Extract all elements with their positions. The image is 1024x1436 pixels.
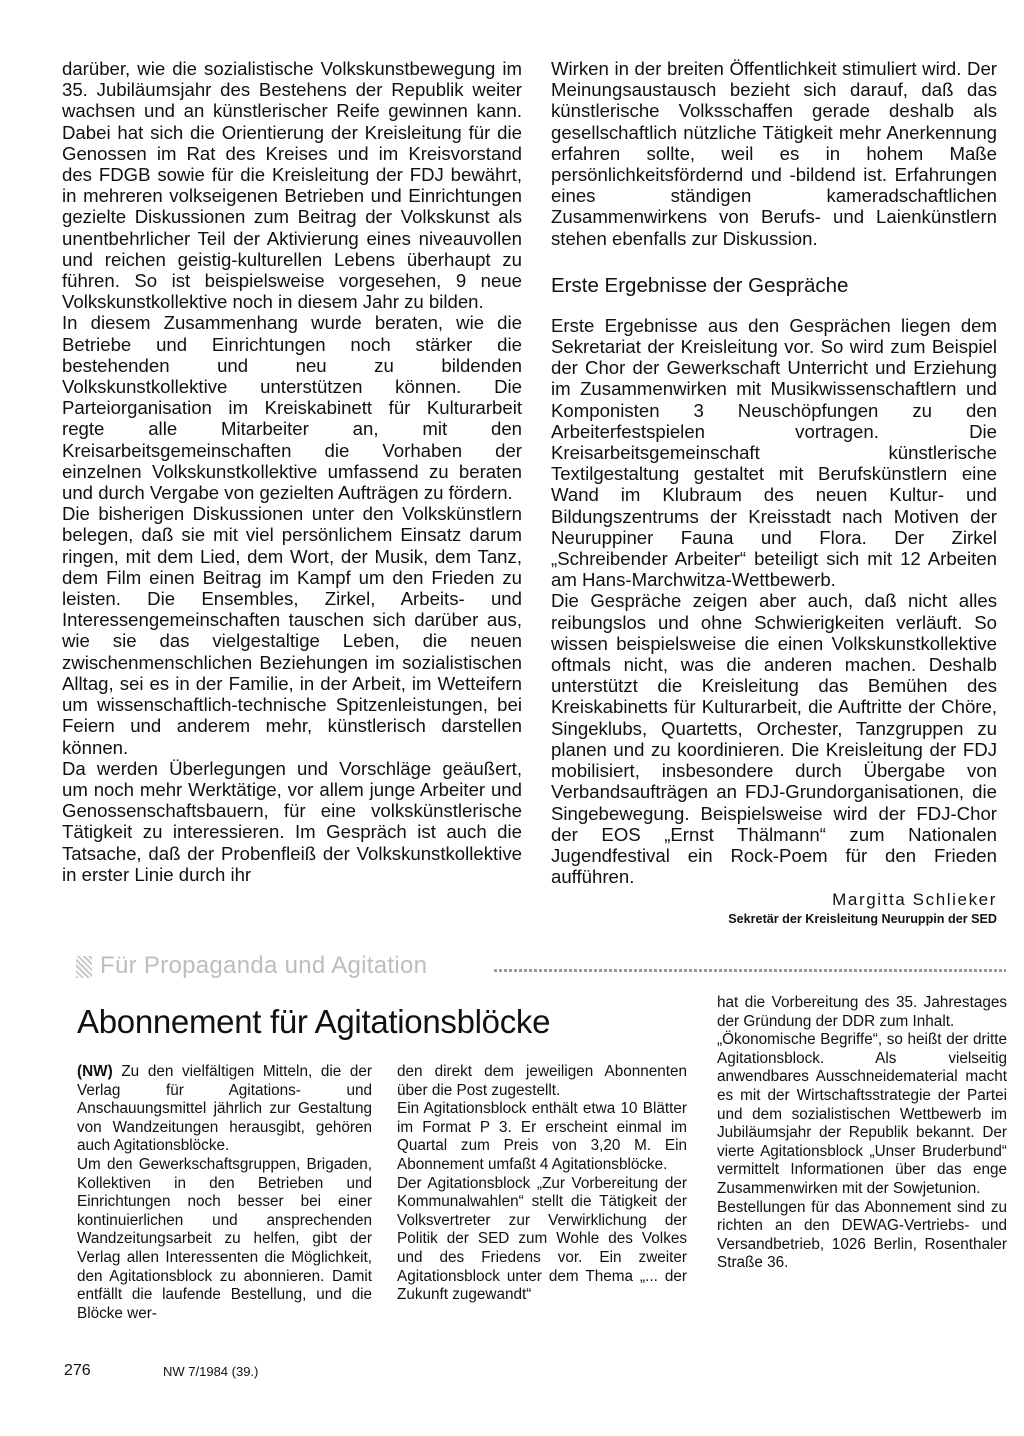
lower-article-column-1	[77, 1063, 372, 1323]
paragraph: hat die Vorbereitung des 35. Jahrestages der Gründung der DDR zum Inhalt.	[717, 994, 1007, 1030]
page-number: 276	[64, 1362, 91, 1379]
lower-article-column-3	[717, 994, 1007, 1273]
paragraph	[77, 1063, 372, 1156]
rubric-band	[76, 950, 1006, 986]
paragraph: Da werden Überlegungen und Vorschläge geäußert, um noch mehr Werktätige, vor allem junge Arbeiter und Genossenschaftsbauern, für eine volkskünstlerische Tätigkeit zu interessieren. Im Gespräch ist auch die Tatsache, daß der Probenfleiß der Volkskunstkollektive in erster Linie durch ihr	[62, 757, 522, 885]
author-name: Margitta Schlieker	[832, 890, 997, 910]
paragraph: Die bisherigen Diskussionen unter den Volkskünstlern belegen, daß sie mit viel persönlichem Einsatz darum ringen, mit dem Lied, dem Wort, der Musik, dem Tanz, dem Film einen Beitrag im Kampf um den Frieden zu leisten. Die Ensembles, Zirkel, Arbeits- und Interessengemeinschaften tauschen sich darüber aus, wie sie das vielgestaltige Leben, die neuen zwischenmenschlichen Beziehungen im sozialistischen Alltag, sei es in der Familie, in der Arbeit, im Wetteifern um wissenschaftlich-technische Spitzenleistungen, bei Feiern und anderem mehr, künstlerisch darstellen können.	[62, 503, 522, 758]
paragraph: darüber, wie die sozialistische Volkskunstbewegung im 35. Jubiläumsjahr des Bestehens der Republik weiter wachsen und an künstlerischer Reife gewinnen kann. Dabei hat sich die Orientierung der Kreisleitung für die Genossen im Rat des Kreises und im Kreisvorstand des FDGB sowie für die Kreisleitung der FDJ bewährt, in mehreren volkseigenen Betrieben und Einrichtungen gezielte Diskussionen zum Beitrag der Volkskunst als unentbehrlicher Teil der Aktivierung eines niveauvollen und reichen geistig-kulturellen Lebens überhaupt zu führen. So ist beispielsweise vorgesehen, 9 neue Volkskunstkollektive noch in diesem Jahr zu bilden.	[62, 58, 522, 313]
paragraph: Die Gespräche zeigen aber auch, daß nicht alles reibungslos und ohne Schwierigkeiten verläuft. So wissen beispielsweise die einen Volkskunstkollektive oftmals nicht, was die anderen machen. Deshalb unterstützt die Kreisleitung das Bemühen des Kreiskabinetts für Kulturarbeit, die Auftritte der Chöre, Singeklubs, Quartetts, Orchester, Tanzgruppen zu planen und zu koordinieren. Die Kreisleitung der FDJ mobilisiert, insbesondere durch Übergabe von Verbandsaufträgen an FDJ-Grundorganisationen, die Singebewegung. Beispielsweise wird der FDJ-Chor der EOS „Ernst Thälmann“ zum Nationalen Jugendfestival ein Rock-Poem für den Frieden aufführen.	[551, 590, 997, 888]
upper-article-left-column	[62, 58, 522, 885]
paragraph: den direkt dem jeweiligen Abonnenten über die Post zugestellt.	[397, 1063, 687, 1099]
paragraph: Ein Agitationsblock enthält etwa 10 Blätter im Format P 3. Er erscheint einmal im Quartal zum Preis von 3,20 M. Ein Abonnement umfaßt 4 Agitationsblöcke.	[397, 1100, 687, 1173]
paragraph: In diesem Zusammenhang wurde beraten, wie die Betriebe und Einrichtungen noch stärker die bestehenden und neu zu bildenden Volkskunstkollektive unterstützen können. Die Parteiorganisation im Kreiskabinett für Kulturarbeit regte alle Mitarbeiter an, mit den Kreisarbeitsgemeinschaften die Vorhaben der einzelnen Volkskunstkollektive umfassend zu beraten und durch Vergabe von gezielten Aufträgen zu fördern.	[62, 312, 522, 504]
source-tag: (NW)	[77, 1063, 113, 1080]
paragraph: „Ökonomische Begriffe“, so heißt der dritte Agitationsblock. Als vielseitig anwendbares Ausschneidematerial macht es mit der Wirtschaftsstrategie der Partei und dem sozialistischen Wettbewerb im Jubiläumsjahr der Republik bekannt. Der vierte Agitationsblock „Unser Bruderbund“ vermittelt Informationen über das enge Zusammenwirken mit der Sowjetunion.	[717, 1031, 1007, 1197]
rubric-marker-icon	[76, 956, 92, 978]
paragraph: Wirken in der breiten Öffentlichkeit stimuliert wird. Der Meinungsaustausch bezieht sich darauf, daß das künstlerische Volksschaffen gerade deshalb als gesellschaftlich nützliche Tätigkeit mehr Anerkennung erfahren sollte, weil es in hohem Maße persönlichkeitsfördernd und -bildend ist. Erfahrungen eines ständigen kameradschaftlichen Zusammenwirkens von Berufs- und Laienkünstlern stehen ebenfalls zur Diskussion.	[551, 58, 997, 249]
lower-article-column-2	[397, 1063, 687, 1305]
paragraph-text: Zu den vielfältigen Mitteln, die der Verlag für Agitations- und Anschauungsmittel jährlich zur Gestaltung von Wandzeitungen herausgibt, gehören auch Agitationsblöcke.	[77, 1063, 372, 1155]
rubric-divider	[494, 969, 1006, 972]
paragraph: Erste Ergebnisse aus den Gesprächen liegen dem Sekretariat der Kreisleitung vor. So wird zum Beispiel der Chor der Gewerkschaft Unterricht und Erziehung im Zusammenwirken mit Musikwissenschaftlern und Komponisten 3 Neuschöpfungen zu den Arbeiterfestspielen vortragen. Die Kreisarbeitsgemeinschaft künstlerische Textilgestaltung gestaltet mit Berufskünstlern eine Wand im Klubraum des neuen Kultur- und Bildungszentrums der Kreisstadt nach Motiven der Neuruppiner Fauna und Flora. Der Zirkel „Schreibender Arbeiter“ beteiligt sich mit 12 Arbeiten am Hans-Marchwitza-Wettbewerb.	[551, 314, 997, 591]
author-role: Sekretär der Kreisleitung Neuruppin der SED	[728, 912, 997, 927]
paragraph: Der Agitationsblock „Zur Vorbereitung der Kommunalwahlen“ stellt die Tätigkeit der Volksvertreter zur Verwirklichung der Politik der SED zum Wohle des Volkes und des Friedens vor. Ein zweiter Agitationsblock unter dem Thema „... der Zukunft zugewandt“	[397, 1174, 687, 1304]
rubric-label: Für Propaganda und Agitation	[100, 952, 428, 979]
upper-article-right-column	[551, 58, 997, 927]
section-heading: Erste Ergebnisse der Gespräche	[551, 273, 849, 297]
paragraph: Um den Gewerkschaftsgruppen, Brigaden, Kollektiven in den Betrieben und Einrichtungen noch besser bei einer kontinuierlichen und ansprechenden Wandzeitungsarbeit zu helfen, gibt der Verlag allen Interessenten die Möglichkeit, den Agitationsblock zu abonnieren. Damit entfällt die laufende Bestellung, und die Blöcke wer-	[77, 1155, 372, 1322]
article-headline: Abonnement für Agitationsblöcke	[77, 1003, 551, 1040]
issue-label: NW 7/1984 (39.)	[163, 1364, 259, 1379]
paragraph: Bestellungen für das Abonnement sind zu richten an den DEWAG-Vertriebs- und Versandbetrieb, 1026 Berlin, Rosenthaler Straße 36.	[717, 1198, 1007, 1272]
